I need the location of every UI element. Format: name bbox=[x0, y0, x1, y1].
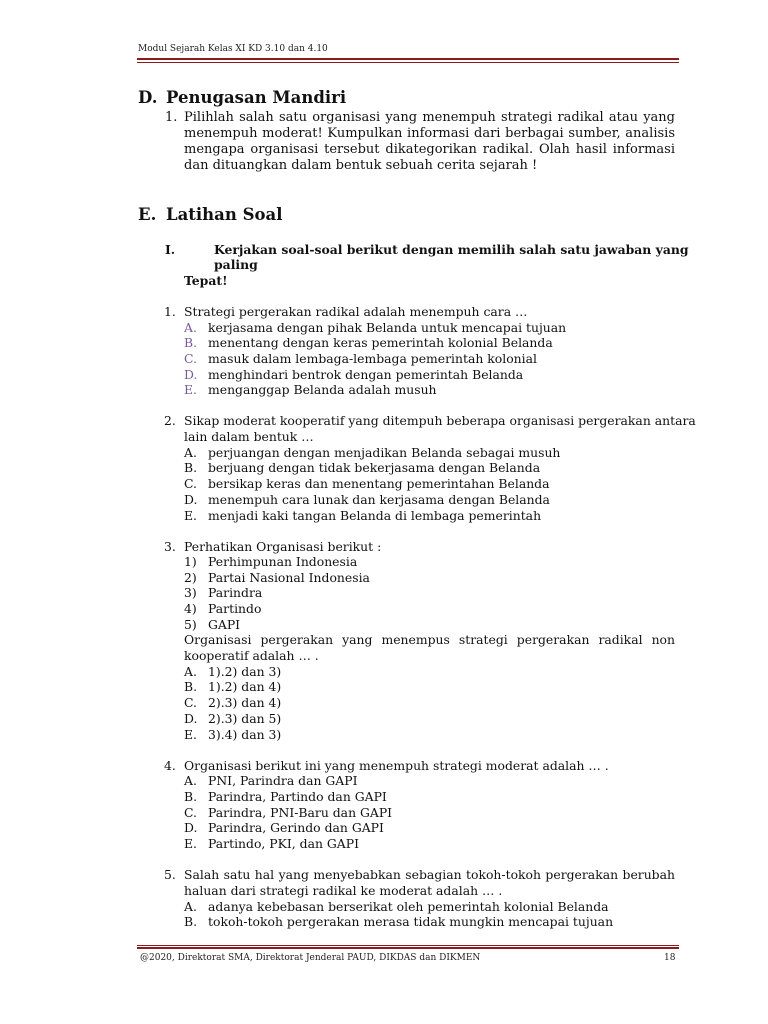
q4-option-a-letter: A. bbox=[184, 773, 197, 788]
running-header: Modul Sejarah Kelas XI KD 3.10 dan 4.10 bbox=[138, 44, 328, 54]
q2-option-a-text: perjuangan dengan menjadikan Belanda sebagai musuh bbox=[208, 445, 561, 460]
q2-option-d-letter: D. bbox=[184, 492, 198, 507]
section-e-letter: E. bbox=[138, 205, 157, 224]
q4-option-c-letter: C. bbox=[184, 805, 197, 820]
q5-option-b-letter: B. bbox=[184, 914, 198, 929]
q3-option-b-letter: B. bbox=[184, 679, 198, 694]
q3-list-3-text: Parindra bbox=[208, 585, 263, 600]
question-2-stem-line-2: lain dalam bentuk … bbox=[184, 429, 314, 444]
q3-option-b-text: 1).2) dan 4) bbox=[208, 679, 282, 694]
q4-option-e-letter: E. bbox=[184, 836, 197, 851]
task-number: 1. bbox=[165, 110, 178, 125]
section-d-letter: D. bbox=[138, 88, 158, 107]
q1-option-e-letter: E. bbox=[184, 382, 197, 397]
header-rule bbox=[137, 58, 679, 60]
q1-option-c-letter: C. bbox=[184, 351, 197, 366]
q3-option-e-letter: E. bbox=[184, 727, 197, 742]
task-text: Pilihlah salah satu organisasi yang menempuh strategi radikal atau yang menempuh moderat! Kumpulkan informasi dari berbagai sumber, analisis mengapa organisasi tersebut dikategorikan radikal. Olah hasil informasi dan dituangkan dalam bentuk sebuah cerita sejarah ! bbox=[184, 110, 675, 173]
q3-option-e-text: 3).4) dan 3) bbox=[208, 727, 282, 742]
q3-list-2-text: Partai Nasional Indonesia bbox=[208, 570, 370, 585]
footer-rule-thin bbox=[137, 945, 679, 946]
section-e-title: Latihan Soal bbox=[166, 205, 283, 224]
q4-option-c-text: Parindra, PNI-Baru dan GAPI bbox=[208, 805, 393, 820]
question-2-stem-line-1: Sikap moderat kooperatif yang ditempuh beberapa organisasi pergerakan antara bbox=[184, 413, 696, 428]
question-4-number: 4. bbox=[164, 758, 176, 773]
q2-option-e-text: menjadi kaki tangan Belanda di lembaga pemerintah bbox=[208, 508, 542, 523]
q3-option-d-letter: D. bbox=[184, 711, 198, 726]
q4-option-d-letter: D. bbox=[184, 820, 198, 835]
question-3-stem: Perhatikan Organisasi berikut : bbox=[184, 539, 382, 554]
question-4-stem: Organisasi berikut ini yang menempuh strategi moderat adalah … . bbox=[184, 758, 609, 773]
question-1-stem: Strategi pergerakan radikal adalah menempuh cara … bbox=[184, 304, 528, 319]
q5-option-a-text: adanya kebebasan berserikat oleh pemerintah kolonial Belanda bbox=[208, 899, 609, 914]
instruction-number: I. bbox=[165, 242, 176, 257]
q3-option-a-text: 1).2) dan 3) bbox=[208, 664, 282, 679]
q4-option-a-text: PNI, Parindra dan GAPI bbox=[208, 773, 358, 788]
question-1-number: 1. bbox=[164, 304, 176, 319]
instruction-line-3: Tepat! bbox=[184, 273, 228, 288]
q3-stem2-line-2: kooperatif adalah … . bbox=[184, 648, 319, 663]
q3-list-2-number: 2) bbox=[184, 570, 197, 585]
q3-list-4-text: Partindo bbox=[208, 601, 262, 616]
footer-rule bbox=[137, 947, 679, 949]
q2-option-c-text: bersikap keras dan menentang pemerintahan Belanda bbox=[208, 476, 550, 491]
q1-option-a-letter: A. bbox=[184, 320, 197, 335]
q2-option-b-text: berjuang dengan tidak bekerjasama dengan Belanda bbox=[208, 460, 541, 475]
q4-option-b-text: Parindra, Partindo dan GAPI bbox=[208, 789, 387, 804]
question-2-number: 2. bbox=[164, 413, 176, 428]
section-d-title: Penugasan Mandiri bbox=[166, 88, 347, 107]
q3-list-5-number: 5) bbox=[184, 617, 197, 632]
q1-option-d-letter: D. bbox=[184, 367, 198, 382]
page-number: 18 bbox=[664, 953, 676, 963]
q1-option-e-text: menganggap Belanda adalah musuh bbox=[208, 382, 437, 397]
section-d-heading bbox=[138, 88, 346, 107]
q3-list-1-text: Perhimpunan Indonesia bbox=[208, 554, 358, 569]
q1-option-a-text: kerjasama dengan pihak Belanda untuk mencapai tujuan bbox=[208, 320, 567, 335]
q4-option-e-text: Partindo, PKI, dan GAPI bbox=[208, 836, 359, 851]
q1-option-c-text: masuk dalam lembaga-lembaga pemerintah kolonial bbox=[208, 351, 537, 366]
q5-option-a-letter: A. bbox=[184, 899, 197, 914]
question-3-number: 3. bbox=[164, 539, 176, 554]
q3-list-3-number: 3) bbox=[184, 585, 197, 600]
q3-list-5-text: GAPI bbox=[208, 617, 241, 632]
q2-option-c-letter: C. bbox=[184, 476, 197, 491]
q1-option-d-text: menghindari bentrok dengan pemerintah Belanda bbox=[208, 367, 524, 382]
q3-option-d-text: 2).3) dan 5) bbox=[208, 711, 282, 726]
q2-option-b-letter: B. bbox=[184, 460, 198, 475]
footer-copyright: @2020, Direktorat SMA, Direktorat Jenderal PAUD, DIKDAS dan DIKMEN bbox=[140, 953, 481, 963]
question-5-stem-line-2: haluan dari strategi radikal ke moderat adalah … . bbox=[184, 883, 503, 898]
q3-option-c-letter: C. bbox=[184, 695, 197, 710]
q3-list-1-number: 1) bbox=[184, 554, 197, 569]
instruction-line-1: Kerjakan soal-soal berikut dengan memilih salah satu jawaban yang bbox=[214, 242, 689, 257]
q1-option-b-text: menentang dengan keras pemerintah kolonial Belanda bbox=[208, 335, 553, 350]
q3-option-a-letter: A. bbox=[184, 664, 197, 679]
question-5-number: 5. bbox=[164, 867, 176, 882]
q2-option-a-letter: A. bbox=[184, 445, 197, 460]
q5-option-b-text: tokoh-tokoh pergerakan merasa tidak mungkin mencapai tujuan bbox=[208, 914, 614, 929]
q4-option-b-letter: B. bbox=[184, 789, 198, 804]
q4-option-d-text: Parindra, Gerindo dan GAPI bbox=[208, 820, 384, 835]
question-5-stem-line-1: Salah satu hal yang menyebabkan sebagian tokoh-tokoh pergerakan berubah bbox=[184, 867, 675, 882]
header-rule-thin bbox=[137, 62, 679, 63]
q3-stem2-line-1: Organisasi pergerakan yang menempus strategi pergerakan radikal non bbox=[184, 632, 675, 647]
instruction-line-2: paling bbox=[214, 257, 258, 272]
q3-list-4-number: 4) bbox=[184, 601, 197, 616]
q1-option-b-letter: B. bbox=[184, 335, 198, 350]
q2-option-e-letter: E. bbox=[184, 508, 197, 523]
q3-option-c-text: 2).3) dan 4) bbox=[208, 695, 282, 710]
q2-option-d-text: menempuh cara lunak dan kerjasama dengan Belanda bbox=[208, 492, 550, 507]
section-e-heading bbox=[138, 205, 283, 224]
